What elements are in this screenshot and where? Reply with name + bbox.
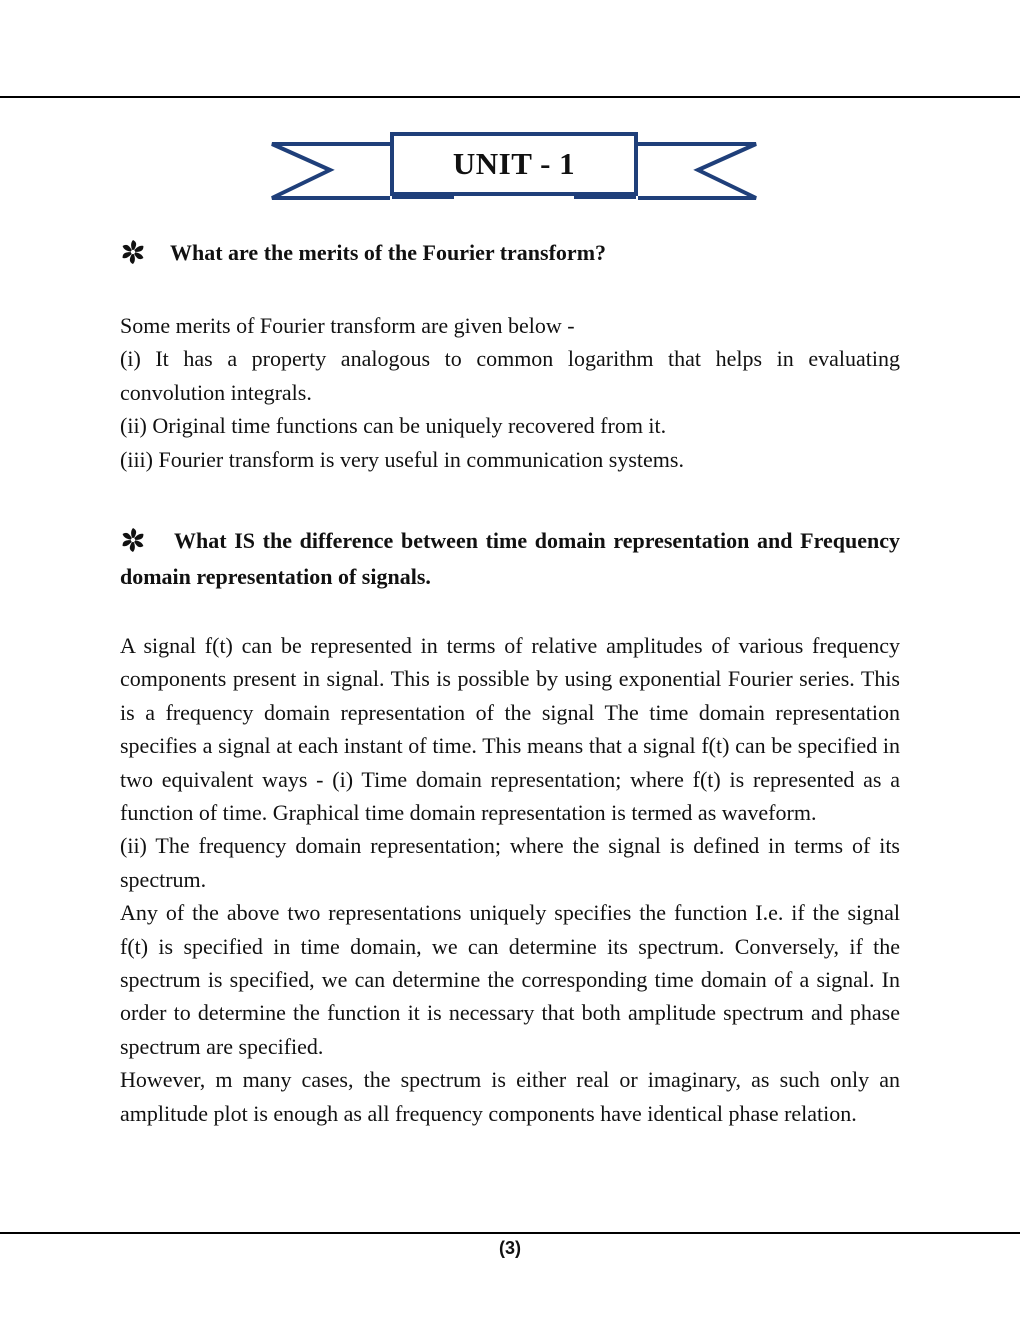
- paragraph: However, m many cases, the spectrum is either real or imaginary, as such only an amplitude plot is enough as all frequency components have identical phase relation.: [120, 1067, 900, 1126]
- paragraph: (iii) Fourier transform is very useful in communication systems.: [120, 446, 684, 472]
- section2-heading-row: [120, 523, 900, 595]
- header-rule: [0, 96, 1020, 98]
- pinwheel-icon: [120, 239, 146, 265]
- paragraph: (ii) The frequency domain representation; where the signal is defined in terms of its spectrum.: [120, 833, 900, 892]
- section2-body: [120, 629, 900, 1130]
- paragraph: Any of the above two representations uniquely specifies the function I.e. if the signal f(t) is specified in time domain, we can determine its spectrum. Conversely, if the spectrum is specified, we can determine the corresponding time domain of a signal. In order to determine the function it is necessary that both amplitude spectrum and phase spectrum are specified.: [120, 900, 900, 1059]
- paragraph: Some merits of Fourier transform are given below -: [120, 313, 575, 338]
- page-number: (3): [499, 1238, 521, 1258]
- section1-heading: What are the merits of the Fourier transform?: [170, 240, 607, 265]
- section2-heading: What IS the difference between time domain representation and Frequency domain representation of signals.: [120, 528, 900, 589]
- unit-banner: [266, 128, 762, 206]
- section1-body: [120, 309, 900, 476]
- paragraph: A signal f(t) can be represented in terms of relative amplitudes of various frequency components present in signal. This is possible by using exponential Fourier series. This is a frequency domain representation of the signal The time domain representation specifies a signal at each instant of time. This means that a signal f(t) can be specified in two equivalent ways - (i) Time domain representation; where f(t) is represented as a function of time. Graphical time domain representation is termed as waveform.: [120, 633, 900, 826]
- section1-heading-row: [120, 235, 900, 271]
- paragraph: (ii) Original time functions can be uniquely recovered from it.: [120, 413, 667, 439]
- paragraph: (i) It has a property analogous to common logarithm that helps in evaluating convolution integrals.: [120, 346, 900, 405]
- unit-title: UNIT - 1: [452, 146, 576, 181]
- footer-rule: [0, 1232, 1020, 1234]
- pinwheel-icon: [120, 527, 146, 553]
